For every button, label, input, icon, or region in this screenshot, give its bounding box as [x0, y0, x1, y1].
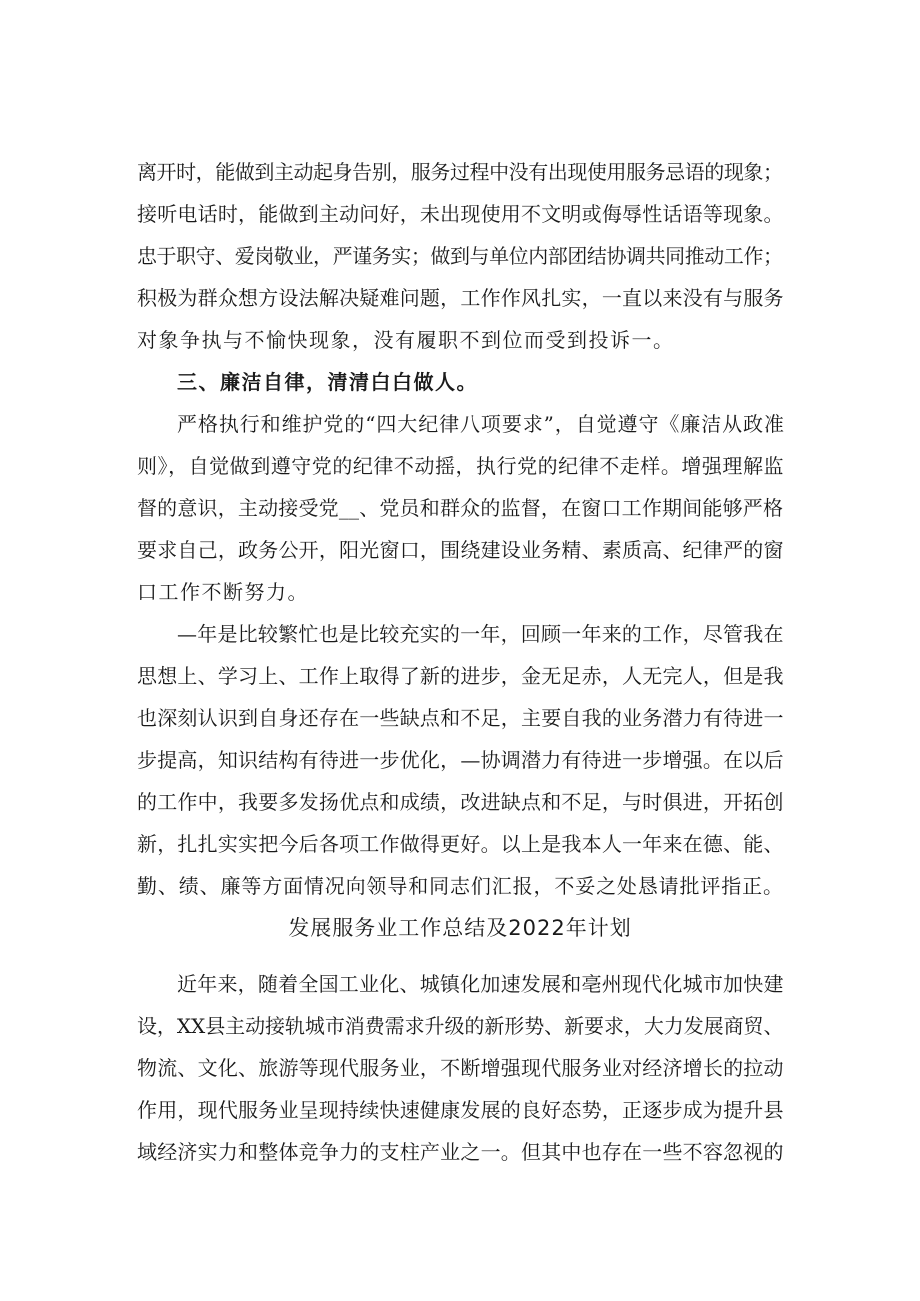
- paragraph-line: 物流、文化、旅游等现代服务业，不断增强现代服务业对经济增长的拉动: [137, 1056, 784, 1080]
- paragraph-line: 严格执行和维护党的“四大纪律八项要求”，自觉遵守《廉洁从政准: [177, 412, 785, 436]
- paragraph-line: 思想上、学习上、工作上取得了新的进步，金无足赤，人无完人，但是我: [137, 664, 784, 688]
- paragraph-line: 作用，现代服务业呈现持续快速健康发展的良好态势，正逐步成为提升县: [137, 1098, 784, 1122]
- document-title: 发展服务业工作总结及2022年计划: [288, 916, 632, 940]
- paragraph-line: 督的意识，主动接受党__、党员和群众的监督，在窗口工作期间能够严格: [137, 496, 784, 520]
- paragraph-line: 则》，自觉做到遵守党的纪律不动摇，执行党的纪律不走样。增强理解监: [137, 454, 785, 478]
- paragraph-line: 域经济实力和整体竞争力的支柱产业之一。但其中也存在一些不容忽视的: [137, 1140, 784, 1164]
- paragraph-line: —年是比较繁忙也是比较充实的一年，回顾一年来的工作，尽管我在: [177, 622, 784, 646]
- paragraph-line: 对象争执与不愉快现象，没有履职不到位而受到投诉一。: [137, 328, 675, 352]
- paragraph-line: 离开时，能做到主动起身告别，服务过程中没有出现使用服务忌语的现象；: [137, 160, 783, 184]
- paragraph-line: 步提高，知识结构有待进一步优化，—协调潜力有待进一步增强。在以后: [137, 748, 784, 772]
- paragraph-line: 要求自己，政务公开，阳光窗口，围绕建设业务精、素质高、纪律严的窗: [137, 538, 784, 562]
- paragraph-line: 勤、绩、廉等方面情况向领导和同志们汇报，不妥之处恳请批评指正。: [137, 874, 784, 898]
- paragraph-line: 设，XX县主动接轨城市消费需求升级的新形势、新要求，大力发展商贸、: [137, 1014, 784, 1038]
- paragraph-line: 口工作不断努力。: [137, 580, 309, 604]
- paragraph-line: 新，扎扎实实把今后各项工作做得更好。以上是我本人一年来在德、能、: [137, 832, 784, 856]
- paragraph-line: 的工作中，我要多发扬优点和成绩，改进缺点和不足，与时俱进，开拓创: [137, 790, 784, 814]
- paragraph-line: 接听电话时，能做到主动问好，未出现使用不文明或侮辱性话语等现象。: [137, 202, 784, 226]
- paragraph-line: 积极为群众想方设法解决疑难问题，工作作风扎实，一直以来没有与服务: [137, 286, 784, 310]
- paragraph-line: 也深刻认识到自身还存在一些缺点和不足，主要自我的业务潜力有待进一: [137, 706, 784, 730]
- section-heading: 三、廉洁自律，清清白白做人。: [177, 370, 478, 394]
- paragraph-line: 近年来，随着全国工业化、城镇化加速发展和亳州现代化城市加快建: [177, 972, 784, 996]
- paragraph-line: 忠于职守、爱岗敬业，严谨务实；做到与单位内部团结协调共同推动工作；: [137, 244, 783, 268]
